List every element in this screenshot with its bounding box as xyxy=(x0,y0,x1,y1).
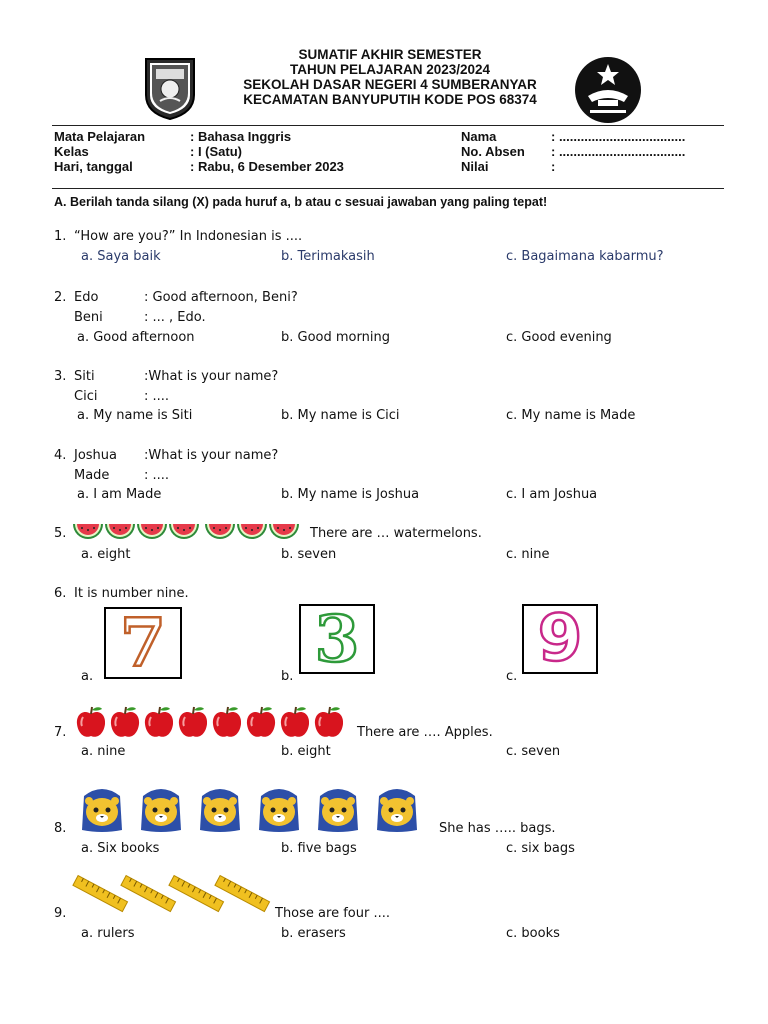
score-label: Nilai xyxy=(461,159,489,174)
dialog-line: :What is your name? xyxy=(144,448,279,463)
apple-icon xyxy=(278,705,312,739)
class-value: : I (Satu) xyxy=(190,144,242,159)
header-line-2: TAHUN PELAJARAN 2023/2024 xyxy=(289,62,491,77)
option-a[interactable]: a. Six books xyxy=(81,841,160,856)
name-value: : ................................... xyxy=(551,129,686,144)
question-number: 2. xyxy=(54,290,67,305)
option-c[interactable]: c. xyxy=(506,669,518,684)
info-divider xyxy=(52,188,724,189)
option-c[interactable]: c. I am Joshua xyxy=(506,487,598,502)
question-text: There are … watermelons. xyxy=(310,526,482,541)
apple-icon xyxy=(74,705,108,739)
digit-box-b[interactable] xyxy=(299,601,375,677)
apple-icon xyxy=(210,705,244,739)
apple-icon xyxy=(312,705,346,739)
watermelon-slice-icon xyxy=(72,522,104,542)
option-b[interactable]: b. Terimakasih xyxy=(281,249,375,264)
option-b[interactable]: b. My name is Joshua xyxy=(281,487,420,502)
question-number: 4. xyxy=(54,448,67,463)
option-b[interactable]: b. My name is Cici xyxy=(281,408,400,423)
question-number: 7. xyxy=(54,725,67,740)
digit-box-a[interactable] xyxy=(104,604,182,682)
option-c[interactable]: c. seven xyxy=(506,744,561,759)
option-b[interactable]: b. seven xyxy=(281,547,337,562)
option-a[interactable]: a. eight xyxy=(81,547,131,562)
option-c[interactable]: c. Bagaimana kabarmu? xyxy=(506,249,664,264)
speaker-name: Edo xyxy=(74,290,99,305)
section-a-instruction: A. Berilah tanda silang (X) pada huruf a, b atau c sesuai jawaban yang paling tepat! xyxy=(54,195,548,209)
speaker-name: Made xyxy=(74,468,110,483)
ruler-icon xyxy=(214,872,272,918)
question-text: It is number nine. xyxy=(74,586,189,601)
question-number: 5. xyxy=(54,526,67,541)
apple-icon xyxy=(142,705,176,739)
apple-icon xyxy=(244,705,278,739)
option-c[interactable]: c. six bags xyxy=(506,841,575,856)
absen-value: : ................................... xyxy=(551,144,686,159)
speaker-name: Beni xyxy=(74,310,103,325)
bag-row xyxy=(78,782,434,834)
lion-backpack-icon xyxy=(255,782,303,834)
header-divider xyxy=(52,125,724,126)
date-label: Hari, tanggal xyxy=(54,159,133,174)
digit-seven: 7 xyxy=(120,604,166,682)
digit-three: 3 xyxy=(314,601,360,677)
watermelon-slice-icon xyxy=(168,522,200,542)
watermelon-slice-icon xyxy=(136,522,168,542)
question-number: 9. xyxy=(54,906,67,921)
apple-row xyxy=(74,704,348,740)
option-c[interactable]: c. nine xyxy=(506,547,550,562)
dialog-line: : ... , Edo. xyxy=(144,310,206,325)
speaker-name: Cici xyxy=(74,389,98,404)
question-number: 8. xyxy=(54,821,67,836)
score-value: : xyxy=(551,159,556,174)
date-value: : Rabu, 6 Desember 2023 xyxy=(190,159,344,174)
option-b[interactable]: b. Good morning xyxy=(281,330,390,345)
lion-backpack-icon xyxy=(196,782,244,834)
option-a[interactable]: a. nine xyxy=(81,744,126,759)
option-b[interactable]: b. eight xyxy=(281,744,331,759)
option-b[interactable]: b. erasers xyxy=(281,926,346,941)
watermelon-slice-icon xyxy=(268,522,300,542)
watermelon-slice-icon xyxy=(104,522,136,542)
option-a[interactable]: a. My name is Siti xyxy=(77,408,193,423)
header-line-1: SUMATIF AKHIR SEMESTER xyxy=(298,47,482,62)
class-label: Kelas xyxy=(54,144,89,159)
option-a[interactable]: a. rulers xyxy=(81,926,135,941)
dialog-line: : .... xyxy=(144,468,170,483)
digit-box-c[interactable] xyxy=(522,604,598,674)
name-label: Nama xyxy=(461,129,497,144)
option-a[interactable]: a. I am Made xyxy=(77,487,162,502)
question-number: 1. xyxy=(54,229,67,244)
dialog-line: : Good afternoon, Beni? xyxy=(144,290,298,305)
lion-backpack-icon xyxy=(78,782,126,834)
question-number: 3. xyxy=(54,369,67,384)
option-c[interactable]: c. Good evening xyxy=(506,330,612,345)
subject-value: : Bahasa Inggris xyxy=(190,129,292,144)
question-text: “How are you?” In Indonesian is .... xyxy=(74,229,303,244)
speaker-name: Siti xyxy=(74,369,95,384)
lion-backpack-icon xyxy=(314,782,362,834)
subject-label: Mata Pelajaran xyxy=(54,129,146,144)
option-a[interactable]: a. Saya baik xyxy=(81,249,161,264)
ruler-row xyxy=(72,872,274,920)
question-text: Those are four .... xyxy=(275,906,390,921)
option-c[interactable]: c. books xyxy=(506,926,560,941)
question-text: There are …. Apples. xyxy=(357,725,493,740)
apple-icon xyxy=(108,705,142,739)
option-b[interactable]: b. five bags xyxy=(281,841,357,856)
option-a[interactable]: a. xyxy=(81,669,94,684)
watermelon-slice-icon xyxy=(236,522,268,542)
dialog-line: : .... xyxy=(144,389,170,404)
watermelon-row xyxy=(72,520,302,542)
speaker-name: Joshua xyxy=(74,448,118,463)
digit-nine: 9 xyxy=(537,602,583,676)
question-text: She has ….. bags. xyxy=(439,821,556,836)
option-b[interactable]: b. xyxy=(281,669,294,684)
lion-backpack-icon xyxy=(373,782,421,834)
absen-label: No. Absen xyxy=(461,144,525,159)
apple-icon xyxy=(176,705,210,739)
lion-backpack-icon xyxy=(137,782,185,834)
dialog-line: :What is your name? xyxy=(144,369,279,384)
option-a[interactable]: a. Good afternoon xyxy=(77,330,195,345)
header-line-3: SEKOLAH DASAR NEGERI 4 SUMBERANYAR xyxy=(243,77,537,92)
watermelon-slice-icon xyxy=(204,522,236,542)
question-number: 6. xyxy=(54,586,67,601)
header-line-4: KECAMATAN BANYUPUTIH KODE POS 68374 xyxy=(243,92,537,107)
option-c[interactable]: c. My name is Made xyxy=(506,408,636,423)
